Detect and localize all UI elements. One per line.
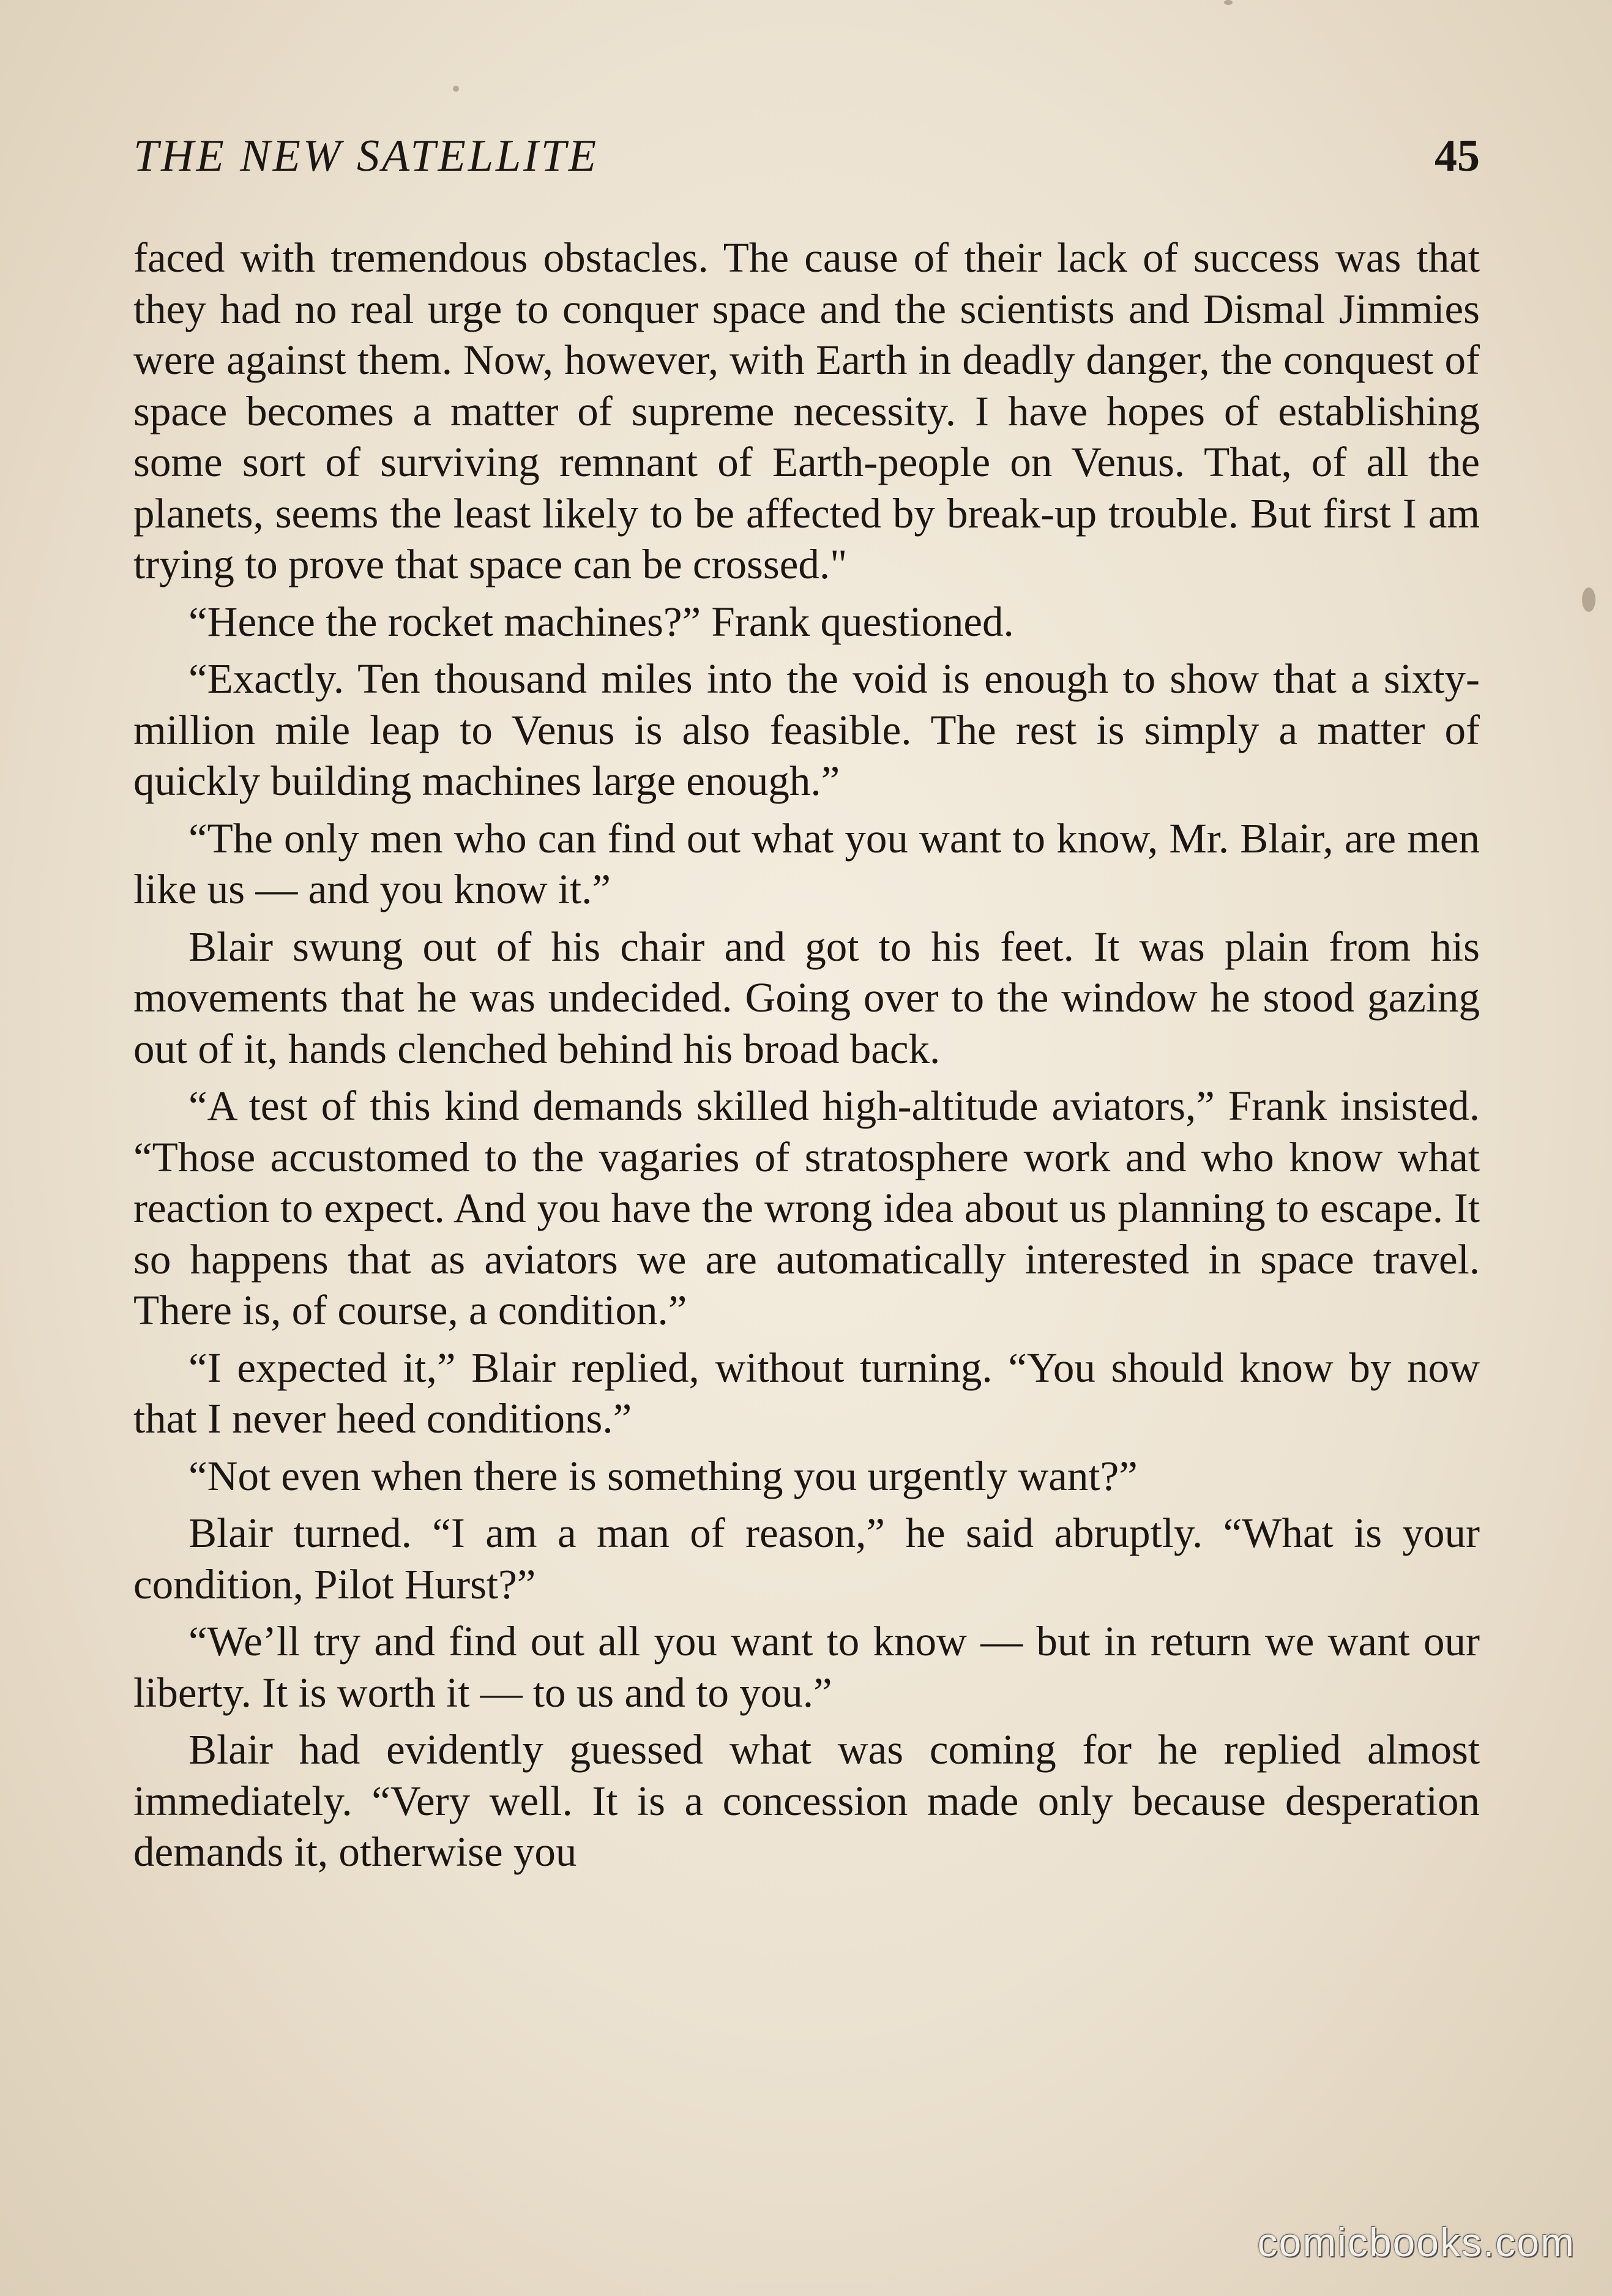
paper-speck bbox=[453, 86, 459, 92]
paragraph: “We’ll try and find out all you want to know — but in return we want our liberty. It is worth it — to us and to you.” bbox=[133, 1618, 1480, 1716]
paragraph: “I expected it,” Blair replied, without turning. “You should know by now that I never heed conditions.” bbox=[133, 1344, 1480, 1442]
running-head: THE NEW SATELLITE bbox=[133, 131, 599, 181]
body-text bbox=[133, 233, 1480, 1884]
paragraph: Blair had evidently guessed what was coming for he replied almost immediately. “Very well. It is a concession made only because desperation demands it, otherwise you bbox=[133, 1726, 1480, 1875]
paragraph: faced with tremendous obstacles. The cause of their lack of success was that they had no real urge to conquer space and the scientists and Dismal Jimmies were against them. Now, however, with Earth in deadly danger, the conquest of space becomes a matter of supreme necessity. I have hopes of establishing some sort of surviving remnant of Earth-people on Venus. That, of all the planets, seems the least likely to be affected by break-up trouble. But first I am trying to prove that space can be crossed." bbox=[133, 234, 1480, 587]
paragraph: “The only men who can find out what you want to know, Mr. Blair, are men like us — and you know it.” bbox=[133, 814, 1480, 912]
paragraph: “A test of this kind demands skilled high-altitude aviators,” Frank insisted. “Those accustomed to the vagaries of stratosphere work and who know what reaction to expect. And you have the wrong idea about us planning to escape. It so happens that as aviators we are automatically interested in space travel. There is, of course, a condition.” bbox=[133, 1083, 1480, 1333]
paragraph: “Not even when there is something you urgently want?” bbox=[188, 1452, 1138, 1499]
paragraph: Blair swung out of his chair and got to his feet. It was plain from his movements that he was undecided. Going over to the window he stood gazing out of it, hands clenched behind his broad back. bbox=[133, 923, 1480, 1072]
paragraph: “Exactly. Ten thousand miles into the void is enough to show that a sixty-million mile leap to Venus is also feasible. The rest is simply a matter of quickly building machines large enough.” bbox=[133, 655, 1480, 804]
paper-speck bbox=[1582, 587, 1595, 612]
paragraph: Blair turned. “I am a man of reason,” he said abruptly. “What is your condition, Pilot Hurst?” bbox=[133, 1510, 1480, 1608]
paragraph: “Hence the rocket machines?” Frank questioned. bbox=[188, 598, 1014, 645]
paper-speck bbox=[1224, 0, 1233, 5]
page-header bbox=[133, 122, 1480, 190]
watermark: comicbooks.com bbox=[1257, 2220, 1575, 2265]
page-number: 45 bbox=[1435, 131, 1480, 181]
